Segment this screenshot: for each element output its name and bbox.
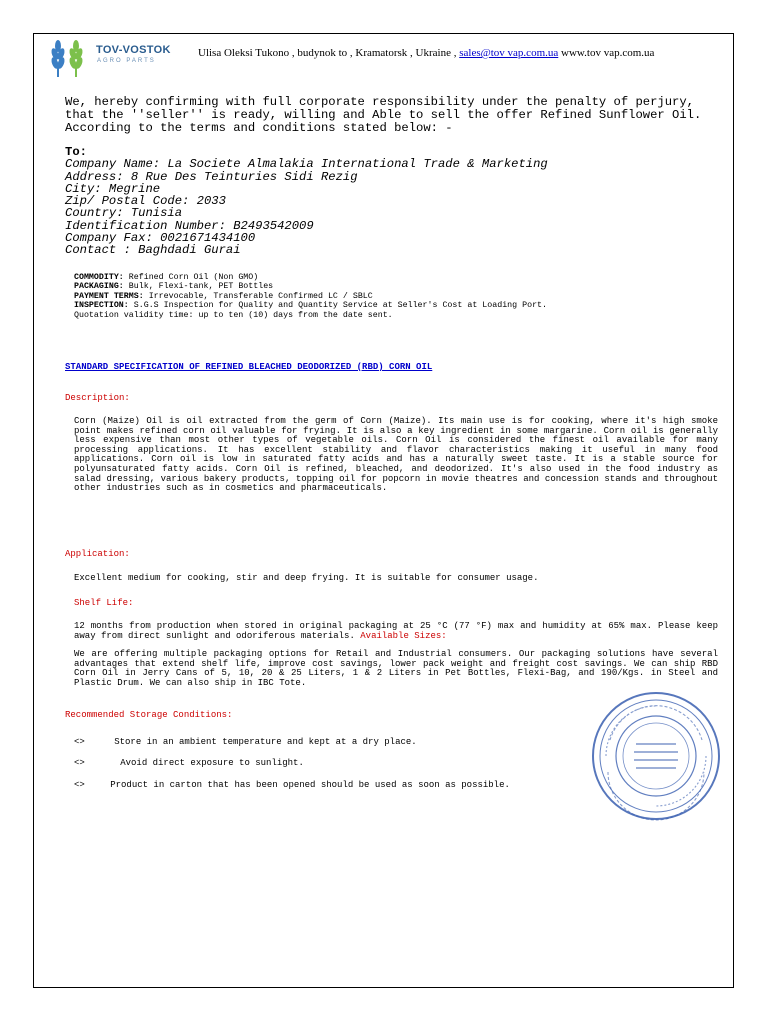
commodity-value: Refined Corn Oil (Non GMO) xyxy=(123,273,259,282)
storage-item-text: Avoid direct exposure to sunlight. xyxy=(120,758,304,768)
description-body: Corn (Maize) Oil is oil extracted from the germ of Corn (Maize). Its main use is for cooking, where it's high smoke point makes refined corn oil valuable for frying. It is also a key ingredient in some margarine. Corn oil is generally less expensive than most other types of vegetable oils. Corn Oil is considered the finest oil available for many processing applications. It has excellent stability and flavor characteristics making it useful in many food applications. Corn oil is low in saturated fatty acids and has a naturally sweet taste. It is a stable source for polyunsaturated fatty acids. Corn Oil is refined, bleached, and deodorized. It's also used in the food industry as salad dressing, various bakery products, topping oil for popcorn in movie theatres and concession stands and throughout other industries such as in cosmetics and pharmaceuticals. xyxy=(74,416,718,494)
inspection-line xyxy=(74,301,547,310)
available-sizes-body: We are offering multiple packaging options for Retail and Industrial consumers. Our packaging solutions have several advantages that extend shelf life, improve cost savings, lower pack weight and freight cost savings. We can ship RBD Corn Oil in Jerry Cans of 5, 10, 20 & 25 Liters, 1 & 2 Liters in Pet Bottles, Flexi-Bag, and 190/Kgs. in Steel and Plastic Drum. We can also ship in IBC Tote. xyxy=(74,649,718,688)
inspection-value: S.G.S Inspection for Quality and Quantity Service at Seller's Cost at Loading Port. xyxy=(128,301,548,311)
recipient-block xyxy=(65,146,548,257)
bullet-glyph: <> xyxy=(74,737,85,747)
bullet-glyph: <> xyxy=(74,758,85,768)
commodity-label: COMMODITY: xyxy=(74,273,124,282)
payment-value: Irrevocable, Transferable Confirmed LC / SBLC xyxy=(143,291,373,301)
packaging-line xyxy=(74,282,547,291)
wheat-logo-icon xyxy=(48,38,92,78)
brand-name: TOV-VOSTOK xyxy=(96,44,171,56)
description-heading: Description: xyxy=(65,393,130,403)
available-sizes-heading: Available Sizes: xyxy=(360,630,447,641)
shelf-life-body xyxy=(74,622,718,641)
website-text: www.tov vap.com.ua xyxy=(561,47,655,59)
spec-title: STANDARD SPECIFICATION OF REFINED BLEACHED DEODORIZED (RBD) CORN OIL xyxy=(65,362,433,372)
recipient-country: Country: Tunisia xyxy=(65,206,183,221)
intro-statement: We, hereby confirming with full corporate responsibility under the penalty of perjury, that the ''seller'' is ready, willing and Able to sell the offer Refined Sunflower Oil. According to the terms and conditions stated below: - xyxy=(65,95,702,135)
storage-item xyxy=(74,737,417,747)
bullet-glyph: <> xyxy=(74,780,85,790)
application-body: Excellent medium for cooking, stir and deep frying. It is suitable for consumer usage. xyxy=(74,573,539,583)
recipient-id-number: Identification Number: B2493542009 xyxy=(65,218,314,233)
validity-line: Quotation validity time: up to ten (10) days from the date sent. xyxy=(74,310,393,320)
payment-label: PAYMENT TERMS: xyxy=(74,291,144,301)
company-seal-stamp xyxy=(590,690,722,822)
letterhead xyxy=(48,38,728,80)
recipient-zip: Zip/ Postal Code: 2033 xyxy=(65,194,226,209)
brand-subtitle: AGRO PARTS xyxy=(97,58,156,64)
shelf-life-text: 12 months from production when stored in original packaging at 25 °C (77 °F) max and humidity at 65% max. Please keep away from direct sunlight and odoriferous materials. xyxy=(74,621,718,641)
to-label: To: xyxy=(65,145,87,159)
company-address: Ulisa Oleksi Tukono , budynok to , Kramatorsk , Ukraine , xyxy=(198,47,457,59)
storage-item-text: Store in an ambient temperature and kept at a dry place. xyxy=(114,737,417,747)
shelf-life-heading: Shelf Life: xyxy=(74,598,134,608)
commodity-line xyxy=(74,273,547,282)
storage-heading: Recommended Storage Conditions: xyxy=(65,710,233,720)
storage-item xyxy=(74,780,510,790)
email-link[interactable]: sales@tov vap.com.ua xyxy=(459,47,559,59)
recipient-fax: Company Fax: 0021671434100 xyxy=(65,231,256,246)
recipient-address: Address: 8 Rue Des Teinturies Sidi Rezig xyxy=(65,169,358,184)
payment-line xyxy=(74,292,547,301)
company-contact xyxy=(198,47,654,59)
inspection-label: INSPECTION: xyxy=(74,301,129,311)
application-heading: Application: xyxy=(65,549,130,559)
storage-item-text: Product in carton that has been opened should be used as soon as possible. xyxy=(110,780,510,790)
packaging-value: Bulk, Flexi-tank, PET Bottles xyxy=(123,282,274,292)
storage-item xyxy=(74,758,304,768)
recipient-contact: Contact : Baghdadi Gurai xyxy=(65,243,241,258)
recipient-city: City: Megrine xyxy=(65,181,161,196)
recipient-company: Company Name: La Societe Almalakia International Trade & Marketing xyxy=(65,157,548,172)
packaging-label: PACKAGING: xyxy=(74,282,124,292)
terms-block xyxy=(74,273,547,320)
